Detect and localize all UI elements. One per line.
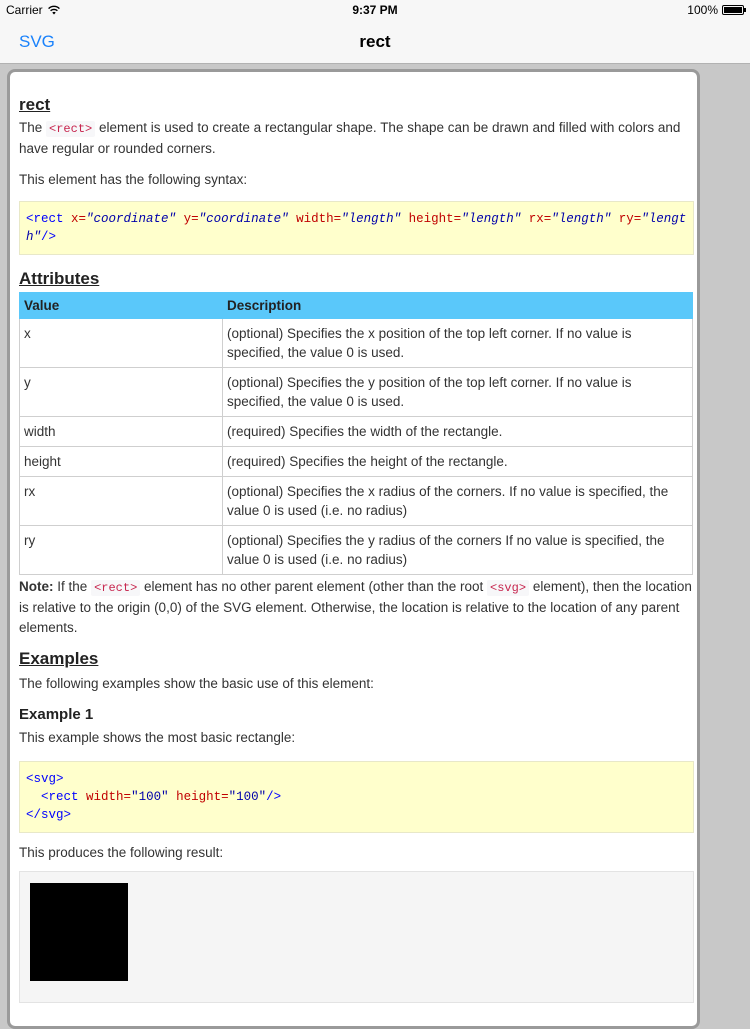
inline-code-svg: <svg>	[487, 580, 529, 596]
cell-description: (optional) Specifies the y position of the top left corner. If no value is specified, the value 0 is used.	[223, 368, 693, 417]
syntax-code-block: <rect x="coordinate" y="coordinate" width="length" height="length" rx="length" ry="length"/>	[19, 201, 694, 255]
cell-description: (required) Specifies the width of the rectangle.	[223, 417, 693, 447]
result-intro: This produces the following result:	[19, 845, 224, 860]
table-header-row	[20, 293, 693, 319]
heading-examples: Examples	[19, 649, 99, 668]
clock: 9:37 PM	[352, 3, 398, 17]
cell-description: (required) Specifies the height of the rectangle.	[223, 447, 693, 477]
table-row	[20, 526, 693, 575]
example-1-code-block: <svg> <rect width="100" height="100"/> </svg>	[19, 761, 694, 833]
syntax-intro: This element has the following syntax:	[19, 172, 248, 187]
inline-code-rect: <rect>	[91, 580, 140, 596]
attributes-table	[19, 292, 693, 575]
table-row	[20, 477, 693, 526]
note-paragraph: Note: If the <rect> element has no other parent element (other than the root <svg> element), then the location is relative to the origin (0,0) of the SVG element. Otherwise, the location is relative to the location of any parent elements.	[19, 579, 692, 635]
back-button[interactable]: SVG	[19, 32, 55, 51]
table-row	[20, 319, 693, 368]
table-row	[20, 417, 693, 447]
cell-value: rx	[20, 477, 223, 526]
inline-code-rect: <rect>	[46, 121, 95, 137]
status-bar	[0, 0, 750, 20]
cell-description: (optional) Specifies the y radius of the corners If no value is specified, the value 0 is used (i.e. no radius)	[223, 526, 693, 575]
cell-value: y	[20, 368, 223, 417]
cell-value: ry	[20, 526, 223, 575]
carrier-label: Carrier	[6, 3, 43, 17]
result-preview	[19, 871, 694, 1003]
battery-percent: 100%	[687, 3, 718, 17]
note-label: Note:	[19, 579, 54, 594]
heading-rect: rect	[19, 95, 51, 114]
cell-description: (optional) Specifies the x position of the top left corner. If no value is specified, the value 0 is used.	[223, 319, 693, 368]
intro-paragraph: The <rect> element is used to create a rectangular shape. The shape can be drawn and filled with colors and have regular or rounded corners.	[19, 120, 681, 156]
navigation-bar	[0, 20, 750, 64]
example-1-intro: This example shows the most basic rectangle:	[19, 730, 296, 745]
heading-example-1: Example 1	[19, 706, 94, 723]
cell-value: width	[20, 417, 223, 447]
battery-indicator	[687, 3, 744, 17]
column-header-description: Description	[223, 293, 693, 319]
rendered-black-rectangle	[30, 883, 128, 981]
battery-icon	[722, 5, 744, 15]
content-card[interactable]	[7, 69, 700, 1029]
cell-description: (optional) Specifies the x radius of the corners. If no value is specified, the value 0 is used (i.e. no radius)	[223, 477, 693, 526]
heading-attributes: Attributes	[19, 269, 100, 288]
cell-value: x	[20, 319, 223, 368]
column-header-value: Value	[20, 293, 223, 319]
table-row	[20, 447, 693, 477]
table-row	[20, 368, 693, 417]
page-title: rect	[359, 32, 391, 51]
cell-value: height	[20, 447, 223, 477]
examples-intro: The following examples show the basic use of this element:	[19, 676, 374, 691]
